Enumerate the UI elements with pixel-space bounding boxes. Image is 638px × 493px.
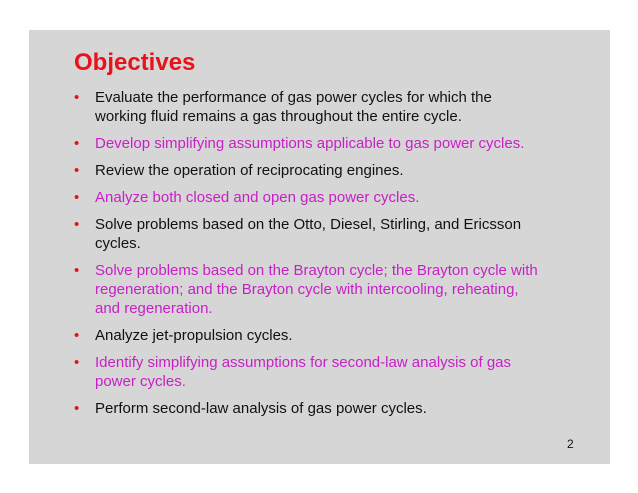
objective-item bbox=[74, 353, 544, 391]
objective-item bbox=[74, 215, 544, 253]
objectives-list bbox=[74, 88, 544, 426]
slide bbox=[29, 30, 610, 464]
objective-text: Develop simplifying assumptions applicable to gas power cycles. bbox=[95, 135, 525, 152]
objective-text: Analyze jet-propulsion cycles. bbox=[95, 327, 293, 344]
objective-item bbox=[74, 88, 544, 126]
page-number: 2 bbox=[567, 437, 574, 451]
objective-text: Perform second-law analysis of gas power cycles. bbox=[95, 400, 427, 417]
objective-text: Analyze both closed and open gas power cycles. bbox=[95, 189, 420, 206]
bullet-icon: • bbox=[74, 354, 80, 371]
bullet-icon: • bbox=[74, 400, 80, 417]
objective-item bbox=[74, 134, 544, 153]
bullet-icon: • bbox=[74, 135, 80, 152]
objective-text: Solve problems based on the Otto, Diesel, Stirling, and Ericsson cycles. bbox=[95, 216, 522, 252]
bullet-icon: • bbox=[74, 162, 80, 179]
objective-text: Evaluate the performance of gas power cycles for which the working fluid remains a gas throughout the entire cycle. bbox=[95, 89, 492, 125]
objective-item bbox=[74, 326, 544, 345]
slide-title: Objectives bbox=[74, 49, 196, 76]
bullet-icon: • bbox=[74, 189, 80, 206]
objective-item bbox=[74, 188, 544, 207]
bullet-icon: • bbox=[74, 89, 80, 106]
bullet-icon: • bbox=[74, 327, 80, 344]
objective-item bbox=[74, 261, 544, 318]
bullet-icon: • bbox=[74, 262, 80, 279]
objective-text: Review the operation of reciprocating engines. bbox=[95, 162, 404, 179]
objective-text: Solve problems based on the Brayton cycle; the Brayton cycle with regeneration; and the Brayton cycle with intercooling, reheating, and regeneration. bbox=[95, 262, 538, 317]
objective-item bbox=[74, 161, 544, 180]
objective-text: Identify simplifying assumptions for second-law analysis of gas power cycles. bbox=[95, 354, 512, 390]
objective-item bbox=[74, 399, 544, 418]
bullet-icon: • bbox=[74, 216, 80, 233]
